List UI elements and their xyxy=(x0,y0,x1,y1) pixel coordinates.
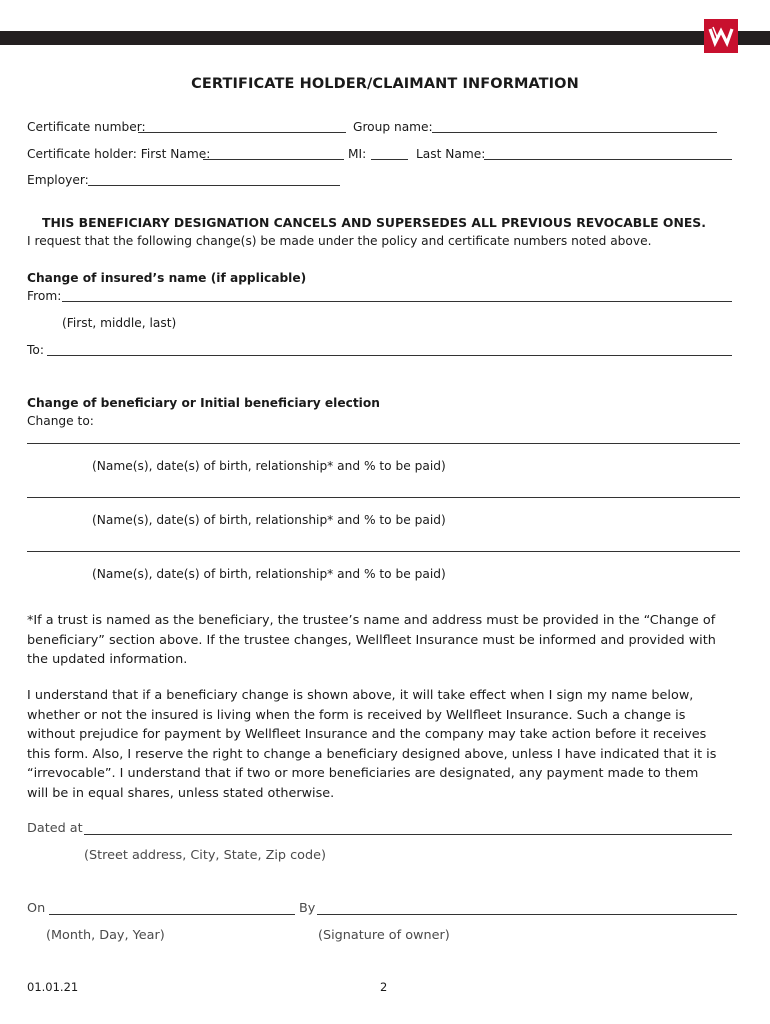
trust-note: *If a trust is named as the beneficiary, the trustee’s name and address must be provided in the “Change of beneficiary” section above. If the trustee changes, Wellfleet Insurance must be informed and provided with the updated information. xyxy=(27,613,716,667)
cancels-heading: THIS BENEFICIARY DESIGNATION CANCELS AND SUPERSEDES ALL PREVIOUS REVOCABLE ONES. xyxy=(42,215,706,230)
beneficiary-field-3[interactable] xyxy=(27,551,740,552)
beneficiary-heading: Change of beneficiary or Initial beneficiary election xyxy=(27,396,380,410)
mi-label: MI: xyxy=(348,147,367,161)
beneficiary-hint-1: (Name(s), date(s) of birth, relationship* and % to be paid) xyxy=(92,459,446,473)
address-hint: (Street address, City, State, Zip code) xyxy=(84,848,326,863)
first-name-field[interactable] xyxy=(203,159,344,160)
page-number: 2 xyxy=(380,980,388,994)
last-name-label: Last Name: xyxy=(416,147,486,161)
mi-field[interactable] xyxy=(371,159,408,160)
header-bar xyxy=(0,31,770,45)
logo-mark-icon xyxy=(704,19,738,53)
last-name-field[interactable] xyxy=(484,159,732,160)
employer-field[interactable] xyxy=(88,185,340,186)
beneficiary-hint-2: (Name(s), date(s) of birth, relationship* and % to be paid) xyxy=(92,513,446,527)
beneficiary-field-1[interactable] xyxy=(27,443,740,444)
by-label: By xyxy=(299,901,316,916)
dated-at-field[interactable] xyxy=(84,834,732,835)
beneficiary-field-2[interactable] xyxy=(27,497,740,498)
form-date: 01.01.21 xyxy=(27,980,79,994)
date-hint: (Month, Day, Year) xyxy=(46,928,165,943)
employer-label: Employer: xyxy=(27,173,89,187)
certificate-number-label: Certificate number: xyxy=(27,120,146,134)
signature-date-field[interactable] xyxy=(49,914,295,915)
certificate-number-field[interactable] xyxy=(138,132,346,133)
name-hint: (First, middle, last) xyxy=(62,316,177,330)
dated-at-label: Dated at xyxy=(27,821,83,836)
to-label: To: xyxy=(27,343,44,357)
request-text: I request that the following change(s) be made under the policy and certificate numbers noted above. xyxy=(27,234,652,248)
form-title: CERTIFICATE HOLDER/CLAIMANT INFORMATION xyxy=(191,76,579,92)
from-label: From: xyxy=(27,289,62,303)
signature-field[interactable] xyxy=(317,914,737,915)
name-change-heading: Change of insured’s name (if applicable) xyxy=(27,271,307,285)
from-name-field[interactable] xyxy=(62,301,732,302)
beneficiary-hint-3: (Name(s), date(s) of birth, relationship* and % to be paid) xyxy=(92,567,446,581)
group-name-label: Group name: xyxy=(353,120,433,134)
signature-hint: (Signature of owner) xyxy=(318,928,450,943)
first-name-label: Certificate holder: First Name: xyxy=(27,147,211,161)
understand-paragraph: I understand that if a beneficiary change is shown above, it will take effect when I sign my name below, whether or not the insured is living when the form is received by Wellfleet Insurance. Such a change is without prejudice for payment by Wellfleet Insurance and the company may take action before it receives this form. Also, I reserve the right to change a beneficiary designed above, unless I have indicated that it is “irrevocable”. I understand that if two or more beneficiaries are designated, any payment made to them will be in equal shares, unless stated otherwise. xyxy=(27,688,717,801)
to-name-field[interactable] xyxy=(47,355,732,356)
on-label: On xyxy=(27,901,46,916)
group-name-field[interactable] xyxy=(432,132,717,133)
wellfleet-logo xyxy=(704,19,738,53)
change-to-label: Change to: xyxy=(27,414,94,428)
